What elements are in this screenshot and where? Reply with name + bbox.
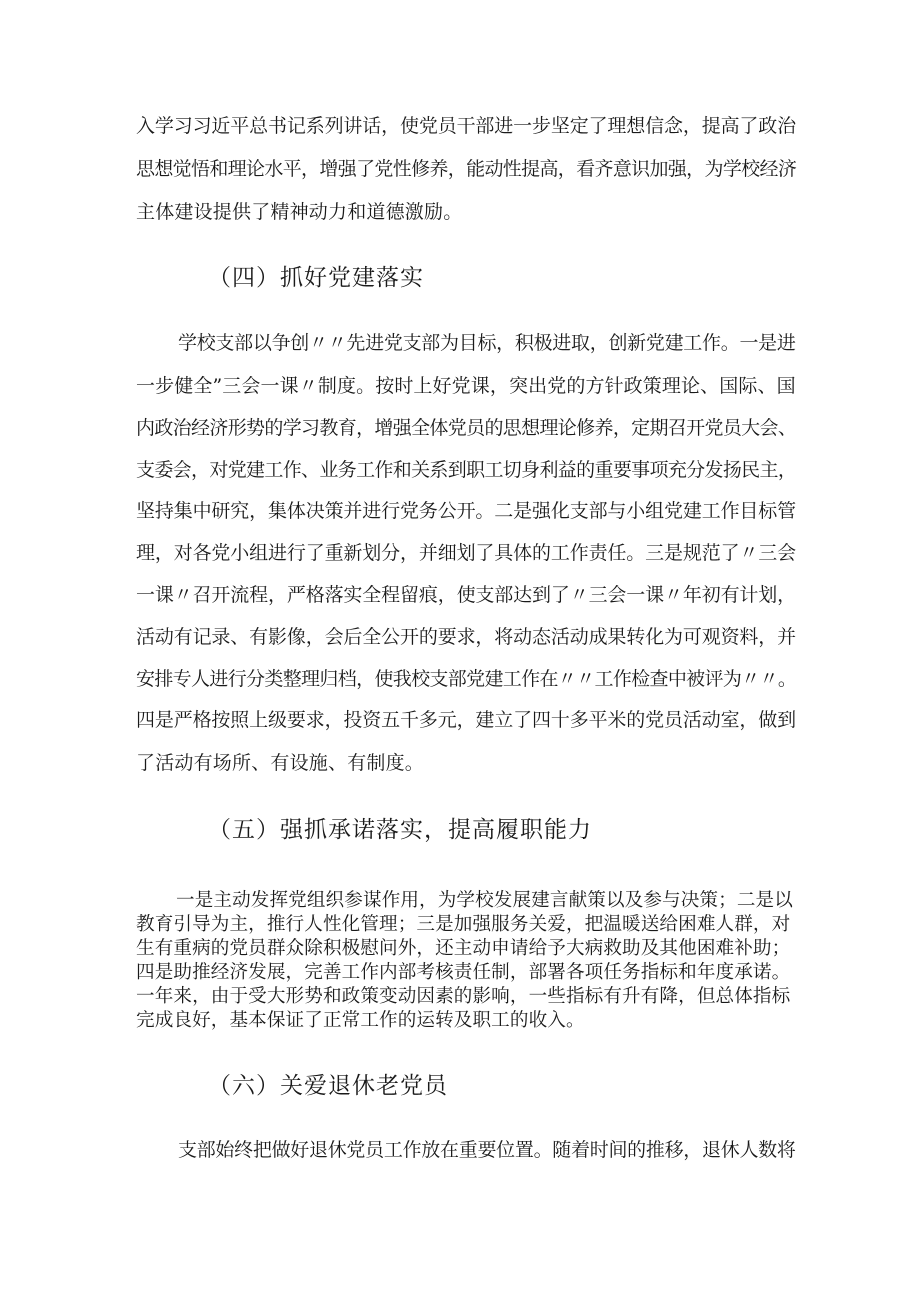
paragraph-line: 一是主动发挥党组织参谋作用，为学校发展建言献策以及参与决策；二是以: [176, 890, 793, 911]
paragraph-line: 了活动有场所、有设施、有制度。: [136, 752, 425, 774]
paragraph-line: 主体建设提供了精神动力和道德激励。: [136, 201, 463, 223]
paragraph-line: 一课〃召开流程，严格落实全程留痕，使支部达到了〃三会一课〃年初有计划，: [136, 584, 797, 606]
paragraph-line: 支部始终把做好退休党员工作放在重要位置。随着时间的推移，退休人数将: [178, 1139, 796, 1161]
paragraph-line: 一年来，由于受大形势和政策变动因素的影响，一些指标有升有降，但总体指标: [136, 986, 791, 1007]
paragraph-line: 入学习习近平总书记系列讲话，使党员干部进一步坚定了理想信念，提高了政治: [136, 115, 797, 137]
section-heading-5: （五）强抓承诺落实，提高履职能力: [208, 817, 592, 843]
paragraph-line: 内政治经济形势的学习教育，增强全体党员的思想理论修养，定期召开党员大会、: [136, 417, 797, 439]
paragraph-line: 完成良好，基本保证了正常工作的运转及职工的收入。: [136, 1010, 585, 1031]
section-heading-6: （六）关爱退休老党员: [208, 1073, 448, 1099]
section-heading-4: （四）抓好党建落实: [208, 265, 424, 291]
paragraph-line: 活动有记录、有影像，会后全公开的要求，将动态活动成果转化为可观资料，并: [136, 626, 797, 648]
paragraph-line: 一步健全”三会一课〃制度。按时上好党课，突出党的方针政策理论、国际、国: [136, 375, 796, 397]
paragraph-line: 思想觉悟和理论水平，增强了党性修养，能动性提高，看齐意识加强，为学校经济: [136, 158, 797, 180]
paragraph-line: 生有重病的党员群众除积极慰问外，还主动申请给予大病救助及其他困难补助；: [136, 938, 791, 959]
paragraph-line: 四是严格按照上级要求，投资五千多元，建立了四十多平米的党员活动室，做到: [136, 709, 797, 731]
paragraph-line: 安排专人进行分类整理归档，使我校支部党建工作在〃〃工作检查中被评为〃〃。: [136, 668, 797, 690]
paragraph-line: 支委会，对党建工作、业务工作和关系到职工切身利益的重要事项充分发扬民主，: [136, 459, 797, 481]
paragraph-line: 理，对各党小组进行了重新划分，并细划了具体的工作责任。三是规范了〃三会: [136, 542, 797, 564]
paragraph-line: 四是助推经济发展，完善工作内部考核责任制，部署各项任务指标和年度承诺。: [136, 962, 791, 983]
paragraph-line: 坚持集中研究，集体决策并进行党务公开。二是强化支部与小组党建工作目标管: [136, 500, 797, 522]
paragraph-line: 教育引导为主，推行人性化管理；三是加强服务关爱，把温暖送给困难人群，对: [136, 914, 791, 935]
paragraph-line: 学校支部以争创〃〃先进党支部为目标，积极进取，创新党建工作。一是进: [178, 332, 796, 354]
